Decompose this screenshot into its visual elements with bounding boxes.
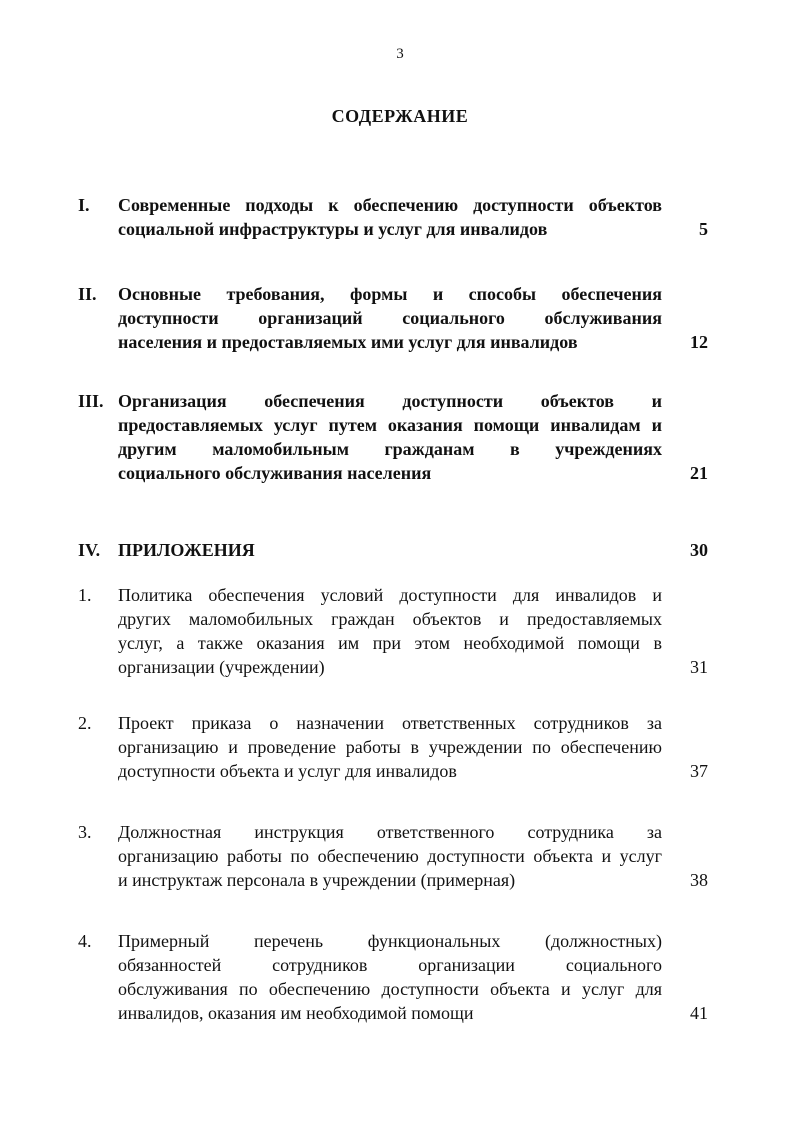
toc-entry-line: других маломобильных граждан объектов и предоставляемых <box>118 609 662 629</box>
toc-entry-line: социальной инфраструктуры и услуг для инвалидов <box>118 219 548 239</box>
toc-entry-text <box>118 820 662 892</box>
toc-entry-line: услуг, а также оказания им при этом необходимой помощи в <box>118 633 662 653</box>
toc-entry-line: инвалидов, оказания им необходимой помощи <box>118 1003 474 1023</box>
toc-entry-text <box>118 929 662 1025</box>
toc-entry-number: III. <box>78 391 104 411</box>
toc-entry-number: 4. <box>78 931 92 951</box>
toc-entry-number: I. <box>78 195 90 215</box>
toc-entry-line: Основные требования, формы и способы обеспечения <box>118 284 662 304</box>
toc-entry-page: 38 <box>690 870 708 890</box>
toc-entry-line: организации (учреждении) <box>118 657 325 677</box>
toc-entry-text <box>118 711 662 783</box>
toc-entry-line: населения и предоставляемых ими услуг для инвалидов <box>118 332 578 352</box>
toc-entry-page: 21 <box>690 463 708 483</box>
toc-entry-text <box>118 538 662 562</box>
toc-entry-line: Политика обеспечения условий доступности для инвалидов и <box>118 585 662 605</box>
toc-entry-page: 30 <box>690 540 708 560</box>
toc-title: СОДЕРЖАНИЕ <box>331 106 469 126</box>
toc-entry-line: обязанностей сотрудников организации социального <box>118 955 662 975</box>
toc-entry-line: доступности организаций социального обслуживания <box>118 308 662 328</box>
toc-entry-text <box>118 583 662 679</box>
toc-entry-number: IV. <box>78 540 101 560</box>
toc-entry-line: Должностная инструкция ответственного сотрудника за <box>118 822 662 842</box>
toc-entry-page: 12 <box>690 332 708 352</box>
toc-entry-line: и инструктаж персонала в учреждении (примерная) <box>118 870 516 890</box>
toc-entry-number: 2. <box>78 713 92 733</box>
toc-entry-line: социального обслуживания населения <box>118 463 432 483</box>
toc-entry-text <box>118 193 662 241</box>
toc-entry-number: II. <box>78 284 97 304</box>
toc-entry-page: 31 <box>690 657 708 677</box>
toc-entry-line: ПРИЛОЖЕНИЯ <box>118 540 255 560</box>
toc-entry-text <box>118 282 662 354</box>
toc-entry-number: 3. <box>78 822 92 842</box>
toc-entry-line: Примерный перечень функциональных (должностных) <box>118 931 662 951</box>
toc-entry-line: Организация обеспечения доступности объектов и <box>118 391 662 411</box>
toc-entry-line: другим маломобильным гражданам в учреждениях <box>118 439 662 459</box>
toc-entry-number: 1. <box>78 585 92 605</box>
toc-entry-page: 5 <box>699 219 708 239</box>
toc-entry-line: организацию и проведение работы в учреждении по обеспечению <box>118 737 662 757</box>
toc-entry-text <box>118 389 662 485</box>
toc-entry-line: организацию работы по обеспечению доступности объекта и услуг <box>118 846 662 866</box>
toc-entry-page: 41 <box>690 1003 708 1023</box>
page-number: 3 <box>396 46 404 62</box>
toc-entry-line: доступности объекта и услуг для инвалидов <box>118 761 457 781</box>
toc-entry-line: Проект приказа о назначении ответственных сотрудников за <box>118 713 662 733</box>
toc-entry-line: Современные подходы к обеспечению доступности объектов <box>118 195 662 215</box>
toc-entry-page: 37 <box>690 761 708 781</box>
toc-entry-line: обслуживания по обеспечению доступности объекта и услуг для <box>118 979 662 999</box>
toc-entry-line: предоставляемых услуг путем оказания помощи инвалидам и <box>118 415 662 435</box>
